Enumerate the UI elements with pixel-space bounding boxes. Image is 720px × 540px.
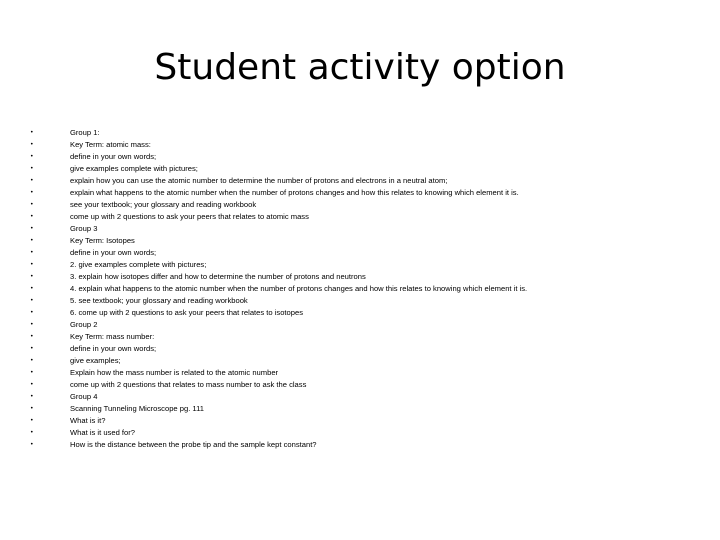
- bullet-item: [30, 187, 710, 199]
- bullet-text: What is it?: [70, 416, 106, 425]
- bullet-item: [30, 355, 710, 367]
- bullet-text: Group 3: [70, 224, 98, 233]
- bullet-text: Group 2: [70, 320, 98, 329]
- bullet-marker: •: [30, 213, 34, 220]
- bullet-text: define in your own words;: [70, 344, 157, 353]
- bullet-item: [30, 415, 710, 427]
- bullet-item: [30, 307, 710, 319]
- bullet-text: see your textbook; your glossary and reading workbook: [70, 200, 257, 209]
- bullet-text: give examples;: [70, 356, 121, 365]
- bullet-item: [30, 427, 710, 439]
- bullet-marker: •: [30, 309, 34, 316]
- bullet-item: [30, 211, 710, 223]
- bullet-item: [30, 175, 710, 187]
- bullet-marker: •: [30, 417, 34, 424]
- bullet-marker: •: [30, 273, 34, 280]
- bullet-marker: •: [30, 297, 34, 304]
- bullet-marker: •: [30, 393, 34, 400]
- bullet-text: Key Term: Isotopes: [70, 236, 135, 245]
- bullet-text: 4. explain what happens to the atomic number when the number of protons changes and how this relates to knowing which element it is.: [70, 284, 528, 293]
- bullet-marker: •: [30, 153, 34, 160]
- bullet-item: [30, 391, 710, 403]
- bullet-item: [30, 163, 710, 175]
- bullet-item: [30, 127, 710, 139]
- bullet-text: What is it used for?: [70, 428, 135, 437]
- bullet-marker: •: [30, 189, 34, 196]
- bullet-marker: •: [30, 429, 34, 436]
- bullet-text: 6. come up with 2 questions to ask your peers that relates to isotopes: [70, 308, 304, 317]
- bullet-item: [30, 247, 710, 259]
- bullet-marker: •: [30, 225, 34, 232]
- bullet-text: Explain how the mass number is related to the atomic number: [70, 368, 279, 377]
- bullet-text: come up with 2 questions to ask your peers that relates to atomic mass: [70, 212, 309, 221]
- bullet-list: [30, 127, 710, 451]
- bullet-item: [30, 139, 710, 151]
- bullet-marker: •: [30, 381, 34, 388]
- bullet-marker: •: [30, 357, 34, 364]
- bullet-marker: •: [30, 141, 34, 148]
- bullet-text: Group 4: [70, 392, 98, 401]
- bullet-item: [30, 379, 710, 391]
- bullet-marker: •: [30, 285, 34, 292]
- bullet-item: [30, 151, 710, 163]
- bullet-text: explain how you can use the atomic number to determine the number of protons and electrons in a neutral atom;: [70, 176, 448, 185]
- bullet-item: [30, 295, 710, 307]
- bullet-item: [30, 343, 710, 355]
- bullet-item: [30, 319, 710, 331]
- bullet-item: [30, 283, 710, 295]
- bullet-marker: •: [30, 261, 34, 268]
- bullet-marker: •: [30, 333, 34, 340]
- bullet-text: Group 1:: [70, 128, 100, 137]
- bullet-text: come up with 2 questions that relates to mass number to ask the class: [70, 380, 307, 389]
- bullet-text: 5. see textbook; your glossary and reading workbook: [70, 296, 248, 305]
- bullet-text: How is the distance between the probe tip and the sample kept constant?: [70, 440, 317, 449]
- bullet-text: Scanning Tunneling Microscope pg. 111: [70, 404, 204, 413]
- bullet-marker: •: [30, 165, 34, 172]
- bullet-text: Key Term: mass number:: [70, 332, 155, 341]
- bullet-marker: •: [30, 441, 34, 448]
- bullet-marker: •: [30, 201, 34, 208]
- bullet-marker: •: [30, 369, 34, 376]
- bullet-text: 3. explain how isotopes differ and how to determine the number of protons and neutrons: [70, 272, 366, 281]
- bullet-text: 2. give examples complete with pictures;: [70, 260, 207, 269]
- bullet-text: explain what happens to the atomic number when the number of protons changes and how this relates to knowing which element it is.: [70, 188, 519, 197]
- bullet-item: [30, 271, 710, 283]
- bullet-item: [30, 235, 710, 247]
- bullet-text: give examples complete with pictures;: [70, 164, 198, 173]
- slide-title: Student activity option: [154, 47, 566, 88]
- bullet-item: [30, 331, 710, 343]
- bullet-item: [30, 367, 710, 379]
- bullet-item: [30, 403, 710, 415]
- bullet-marker: •: [30, 321, 34, 328]
- bullet-marker: •: [30, 405, 34, 412]
- bullet-text: define in your own words;: [70, 152, 157, 161]
- bullet-text: define in your own words;: [70, 248, 157, 257]
- bullet-text: Key Term: atomic mass:: [70, 140, 151, 149]
- bullet-marker: •: [30, 237, 34, 244]
- bullet-item: [30, 259, 710, 271]
- bullet-marker: •: [30, 129, 34, 136]
- bullet-item: [30, 199, 710, 211]
- bullet-marker: •: [30, 249, 34, 256]
- bullet-marker: •: [30, 177, 34, 184]
- bullet-item: [30, 439, 710, 451]
- bullet-marker: •: [30, 345, 34, 352]
- bullet-item: [30, 223, 710, 235]
